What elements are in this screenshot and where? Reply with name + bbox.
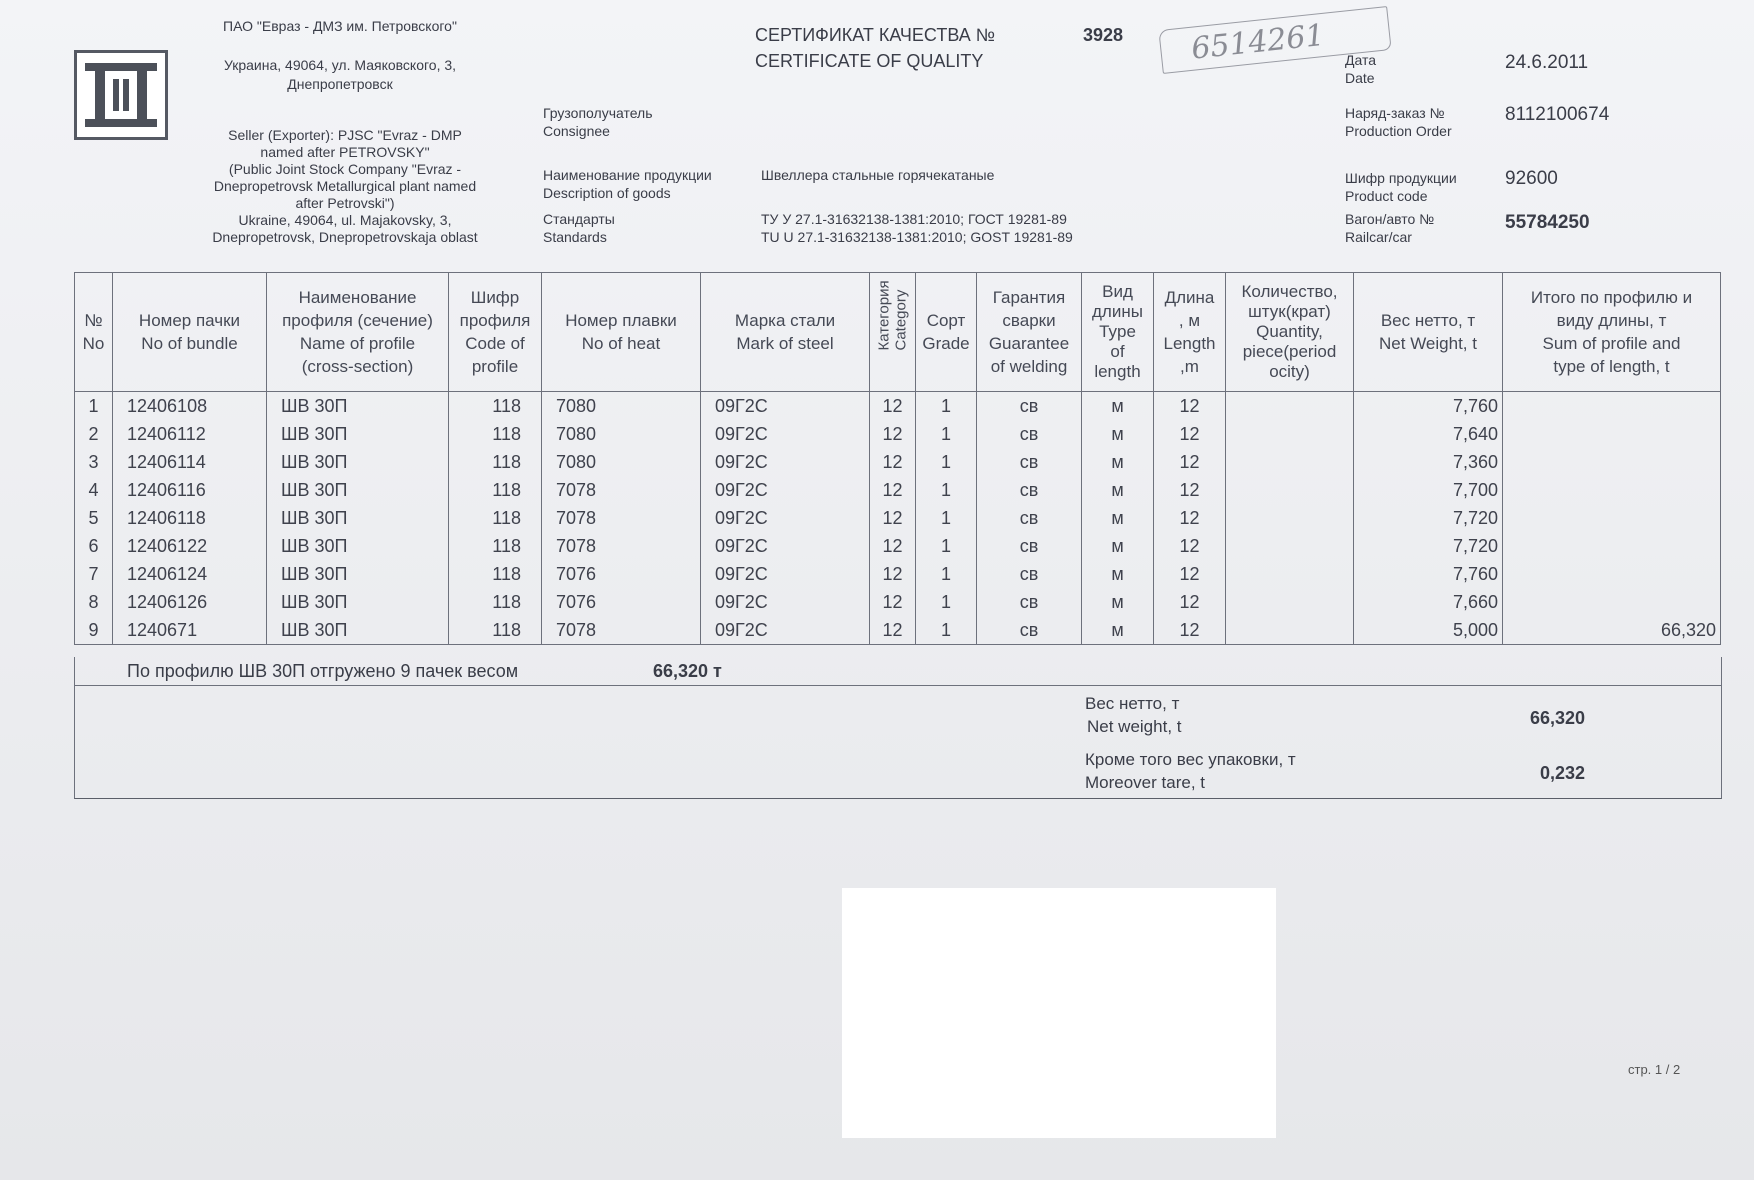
cell-code: 118: [449, 448, 542, 476]
cell-heat: 7076: [542, 588, 701, 616]
seller-block: [180, 127, 510, 246]
header-line: ocity): [1269, 362, 1310, 381]
cell-no: 5: [75, 504, 113, 532]
cell-steel: 09Г2С: [701, 560, 870, 588]
cell-steel: 09Г2С: [701, 588, 870, 616]
cell-net-weight: 7,760: [1354, 392, 1503, 421]
cell-grade: 1: [916, 616, 977, 645]
header-line: length: [1094, 362, 1141, 381]
cell-quantity: [1226, 588, 1354, 616]
handwritten-stamp: 6514261: [1158, 6, 1391, 74]
shipment-summary: [74, 657, 1722, 686]
cell-no: 2: [75, 420, 113, 448]
header-line: Шифр: [470, 288, 520, 307]
cell-code: 118: [449, 616, 542, 645]
cell-net-weight: 7,720: [1354, 504, 1503, 532]
cell-profile: ШВ 30П: [267, 448, 449, 476]
header-line: Net Weight, t: [1379, 334, 1477, 353]
seller-line: named after PETROVSKY": [260, 144, 430, 160]
header-line: profile: [471, 357, 519, 376]
description-label-ru: Наименование продукции: [543, 167, 712, 183]
cell-bundle: 12406114: [113, 448, 267, 476]
cell-profile: ШВ 30П: [267, 420, 449, 448]
cell-sum: [1503, 448, 1721, 476]
cell-steel: 09Г2С: [701, 504, 870, 532]
cell-quantity: [1226, 392, 1354, 421]
cell-no: 8: [75, 588, 113, 616]
cell-welding: св: [977, 392, 1082, 421]
header-line: виду длины, т: [1556, 311, 1667, 330]
cell-category: 12: [870, 476, 916, 504]
cell-length-type: м: [1082, 448, 1154, 476]
cell-length: 12: [1154, 532, 1226, 560]
summary-text: По профилю ШВ 30П отгружено 9 пачек весом: [127, 661, 519, 681]
seller-line: Dnepropetrovsk Metallurgical plant named: [213, 178, 477, 194]
header-steel: [701, 273, 870, 392]
header-line: сварки: [1002, 311, 1056, 330]
cell-quantity: [1226, 616, 1354, 645]
cell-length-type: м: [1082, 476, 1154, 504]
header-line: Code of: [465, 334, 525, 353]
cell-length: 12: [1154, 616, 1226, 645]
cell-net-weight: 5,000: [1354, 616, 1503, 645]
cell-length: 12: [1154, 560, 1226, 588]
header-line: type of length, t: [1553, 357, 1670, 376]
header-line: №: [84, 311, 103, 330]
header-rotated: [875, 280, 910, 351]
railcar-label-ru: Вагон/авто №: [1345, 211, 1435, 227]
table-row: [75, 616, 1721, 645]
header-net-weight: [1354, 273, 1503, 392]
description-value: Швеллера стальные горячекатаные: [761, 167, 995, 183]
cell-net-weight: 7,640: [1354, 420, 1503, 448]
cell-steel: 09Г2С: [701, 420, 870, 448]
cell-heat: 7078: [542, 476, 701, 504]
header-line: длины: [1092, 302, 1143, 321]
cell-quantity: [1226, 504, 1354, 532]
cell-no: 9: [75, 616, 113, 645]
cell-welding: св: [977, 560, 1082, 588]
cell-grade: 1: [916, 420, 977, 448]
cell-quantity: [1226, 448, 1354, 476]
cell-welding: св: [977, 420, 1082, 448]
product-code-label-ru: Шифр продукции: [1345, 170, 1457, 186]
header-length-type: [1082, 273, 1154, 392]
header-line: штук(крат): [1248, 302, 1331, 321]
cell-length-type: м: [1082, 560, 1154, 588]
redacted-area: [842, 888, 1276, 1138]
cell-length: 12: [1154, 476, 1226, 504]
cell-length-type: м: [1082, 588, 1154, 616]
product-code-label-en: Product code: [1345, 188, 1428, 204]
date-label-en: Date: [1345, 70, 1375, 86]
cell-no: 4: [75, 476, 113, 504]
header-line: Length: [1163, 334, 1216, 353]
cell-code: 118: [449, 560, 542, 588]
cell-category: 12: [870, 560, 916, 588]
cell-no: 6: [75, 532, 113, 560]
tare-value: 0,232: [1539, 763, 1585, 783]
header-line: Итого по профилю и: [1530, 288, 1693, 307]
header-line: (cross-section): [301, 357, 414, 376]
cell-no: 7: [75, 560, 113, 588]
header-line: Mark of steel: [736, 334, 834, 353]
cell-heat: 7078: [542, 616, 701, 645]
header-no: [75, 273, 113, 392]
cell-length-type: м: [1082, 504, 1154, 532]
cell-net-weight: 7,360: [1354, 448, 1503, 476]
cell-grade: 1: [916, 476, 977, 504]
cell-code: 118: [449, 392, 542, 421]
cell-bundle: 12406116: [113, 476, 267, 504]
cell-steel: 09Г2С: [701, 476, 870, 504]
seller-line: Seller (Exporter): PJSC "Evraz - DMP: [228, 127, 462, 143]
cell-net-weight: 7,700: [1354, 476, 1503, 504]
order-value: 8112100674: [1505, 104, 1610, 125]
cell-length: 12: [1154, 392, 1226, 421]
date-label-ru: Дата: [1345, 52, 1377, 68]
cell-steel: 09Г2С: [701, 448, 870, 476]
header-line: Category: [892, 289, 910, 351]
company-logo: [74, 50, 168, 140]
header-line: ,m: [1180, 357, 1199, 376]
header-line: No: [82, 334, 105, 353]
table-row: [75, 560, 1721, 588]
order-label-ru: Наряд-заказ №: [1345, 105, 1445, 121]
company-name-ru: ПАО "Евраз - ДМЗ им. Петровского": [223, 18, 457, 34]
seller-line: (Public Joint Stock Company "Evraz -: [228, 161, 462, 177]
seller-line: Dnepropetrovsk, Dnepropetrovskaja oblast: [212, 229, 478, 245]
header-category: [870, 273, 916, 392]
header-line: Количество,: [1241, 282, 1338, 301]
table-row: [75, 392, 1721, 421]
cell-code: 118: [449, 588, 542, 616]
table-row: [75, 504, 1721, 532]
consignee-label-ru: Грузополучатель: [543, 105, 653, 121]
table-row: [75, 532, 1721, 560]
header-line: профиля: [459, 311, 531, 330]
cell-welding: св: [977, 504, 1082, 532]
seller-line: Ukraine, 49064, ul. Majakovsky, 3,: [238, 212, 452, 228]
cell-length: 12: [1154, 504, 1226, 532]
cell-bundle: 12406112: [113, 420, 267, 448]
cell-grade: 1: [916, 560, 977, 588]
cell-heat: 7078: [542, 532, 701, 560]
cell-welding: св: [977, 588, 1082, 616]
cell-sum: 66,320: [1503, 616, 1721, 645]
cell-welding: св: [977, 532, 1082, 560]
cell-welding: св: [977, 448, 1082, 476]
table-body: [75, 392, 1721, 645]
header-line: piece(period: [1242, 342, 1337, 361]
header-line: Категория: [875, 280, 893, 351]
cell-profile: ШВ 30П: [267, 392, 449, 421]
header-line: Сорт: [926, 311, 966, 330]
cell-code: 118: [449, 476, 542, 504]
header-line: Guarantee: [988, 334, 1070, 353]
page-number: стр. 1 / 2: [1628, 1062, 1681, 1077]
header-code: [449, 273, 542, 392]
table-row: [75, 476, 1721, 504]
cell-length-type: м: [1082, 392, 1154, 421]
cell-category: 12: [870, 588, 916, 616]
cell-quantity: [1226, 532, 1354, 560]
header-grade: [916, 273, 977, 392]
cell-length-type: м: [1082, 420, 1154, 448]
product-code-value: 92600: [1505, 168, 1558, 189]
cell-net-weight: 7,720: [1354, 532, 1503, 560]
cell-sum: [1503, 588, 1721, 616]
table-row: [75, 448, 1721, 476]
cell-bundle: 12406122: [113, 532, 267, 560]
cell-quantity: [1226, 476, 1354, 504]
certificate-title-en: CERTIFICATE OF QUALITY: [755, 51, 984, 71]
cell-bundle: 12406118: [113, 504, 267, 532]
table-header-row: [75, 273, 1721, 392]
cell-grade: 1: [916, 588, 977, 616]
cell-length: 12: [1154, 588, 1226, 616]
description-label-en: Description of goods: [543, 185, 671, 201]
company-address-ru-2: Днепропетровск: [287, 76, 393, 92]
cell-net-weight: 7,760: [1354, 560, 1503, 588]
header-line: Наименование: [298, 288, 417, 307]
header-line: of welding: [990, 357, 1068, 376]
totals-block: [74, 686, 1722, 799]
cell-heat: 7080: [542, 392, 701, 421]
header-line: Длина: [1164, 288, 1215, 307]
header-bundle: [113, 273, 267, 392]
cell-length-type: м: [1082, 616, 1154, 645]
cell-net-weight: 7,660: [1354, 588, 1503, 616]
cell-profile: ШВ 30П: [267, 504, 449, 532]
cell-category: 12: [870, 392, 916, 421]
header-line: Марка стали: [734, 311, 836, 330]
net-weight-value: 66,320: [1529, 708, 1585, 728]
cell-heat: 7080: [542, 448, 701, 476]
tare-label-en: Moreover tare, t: [1085, 773, 1205, 792]
cell-profile: ШВ 30П: [267, 588, 449, 616]
header-line: Grade: [922, 334, 970, 353]
consignee-label-en: Consignee: [543, 123, 610, 139]
header-line: Type: [1099, 322, 1136, 341]
header-line: Quantity,: [1256, 322, 1323, 341]
cell-no: 3: [75, 448, 113, 476]
cell-sum: [1503, 420, 1721, 448]
header-line: Номер плавки: [565, 311, 677, 330]
cell-profile: ШВ 30П: [267, 532, 449, 560]
cell-profile: ШВ 30П: [267, 616, 449, 645]
header-quantity: [1226, 273, 1354, 392]
header-line: Sum of profile and: [1542, 334, 1681, 353]
cell-heat: 7078: [542, 504, 701, 532]
cell-sum: [1503, 560, 1721, 588]
summary-weight: 66,320 т: [653, 661, 722, 681]
cell-category: 12: [870, 616, 916, 645]
header-length: [1154, 273, 1226, 392]
header-sum: [1503, 273, 1721, 392]
table-row: [75, 588, 1721, 616]
cell-category: 12: [870, 420, 916, 448]
cell-code: 118: [449, 420, 542, 448]
cell-sum: [1503, 504, 1721, 532]
railcar-value: 55784250: [1505, 212, 1590, 233]
cell-grade: 1: [916, 532, 977, 560]
cell-grade: 1: [916, 392, 977, 421]
cell-bundle: 1240671: [113, 616, 267, 645]
standards-value-ru: ТУ У 27.1-31632138-1381:2010; ГОСТ 19281-89: [761, 211, 1067, 227]
header-line: Name of profile: [299, 334, 416, 353]
certificate-number: 3928: [1083, 25, 1124, 45]
railcar-label-en: Railcar/car: [1345, 229, 1412, 245]
cell-welding: св: [977, 616, 1082, 645]
cell-quantity: [1226, 420, 1354, 448]
cell-grade: 1: [916, 504, 977, 532]
cell-profile: ШВ 30П: [267, 560, 449, 588]
standards-label-en: Standards: [543, 229, 607, 245]
logo-mark-icon: [77, 53, 165, 137]
standards-label-ru: Стандарты: [543, 211, 615, 227]
cell-bundle: 12406108: [113, 392, 267, 421]
cell-welding: св: [977, 476, 1082, 504]
cell-category: 12: [870, 532, 916, 560]
tare-label-ru: Кроме того вес упаковки, т: [1085, 750, 1296, 769]
header-line: Номер пачки: [138, 311, 241, 330]
header-welding: [977, 273, 1082, 392]
standards-value-en: TU U 27.1-31632138-1381:2010; GOST 19281-89: [761, 229, 1073, 245]
cell-code: 118: [449, 532, 542, 560]
header-line: Вид: [1102, 282, 1133, 301]
cell-profile: ШВ 30П: [267, 476, 449, 504]
header-profile: [267, 273, 449, 392]
net-weight-label-en: Net weight, t: [1087, 717, 1182, 736]
header-line: Гарантия: [992, 288, 1066, 307]
cell-heat: 7076: [542, 560, 701, 588]
cell-length: 12: [1154, 448, 1226, 476]
table-row: [75, 420, 1721, 448]
header-line: профиля (сечение): [282, 311, 433, 330]
header-heat: [542, 273, 701, 392]
net-weight-label-ru: Вес нетто, т: [1085, 694, 1180, 713]
date-value: 24.6.2011: [1505, 52, 1589, 73]
cell-category: 12: [870, 504, 916, 532]
cell-steel: 09Г2С: [701, 616, 870, 645]
company-address-ru-1: Украина, 49064, ул. Маяковского, 3,: [223, 57, 457, 73]
header-line: No of heat: [581, 334, 661, 353]
cell-bundle: 12406124: [113, 560, 267, 588]
cell-steel: 09Г2С: [701, 532, 870, 560]
cell-grade: 1: [916, 448, 977, 476]
bundles-table: [74, 272, 1721, 645]
cell-category: 12: [870, 448, 916, 476]
cell-code: 118: [449, 504, 542, 532]
cell-length-type: м: [1082, 532, 1154, 560]
cell-sum: [1503, 532, 1721, 560]
cell-steel: 09Г2С: [701, 392, 870, 421]
certificate-title-ru: СЕРТИФИКАТ КАЧЕСТВА №: [755, 25, 996, 45]
cell-quantity: [1226, 560, 1354, 588]
cell-sum: [1503, 476, 1721, 504]
header-line: , м: [1178, 311, 1201, 330]
cell-sum: [1503, 392, 1721, 421]
cell-heat: 7080: [542, 420, 701, 448]
seller-line: after Petrovski"): [295, 195, 395, 211]
header-line: Вес нетто, т: [1380, 311, 1476, 330]
order-label-en: Production Order: [1345, 123, 1452, 139]
header-line: of: [1110, 342, 1125, 361]
cell-length: 12: [1154, 420, 1226, 448]
cell-bundle: 12406126: [113, 588, 267, 616]
header-line: No of bundle: [141, 334, 238, 353]
cell-no: 1: [75, 392, 113, 421]
